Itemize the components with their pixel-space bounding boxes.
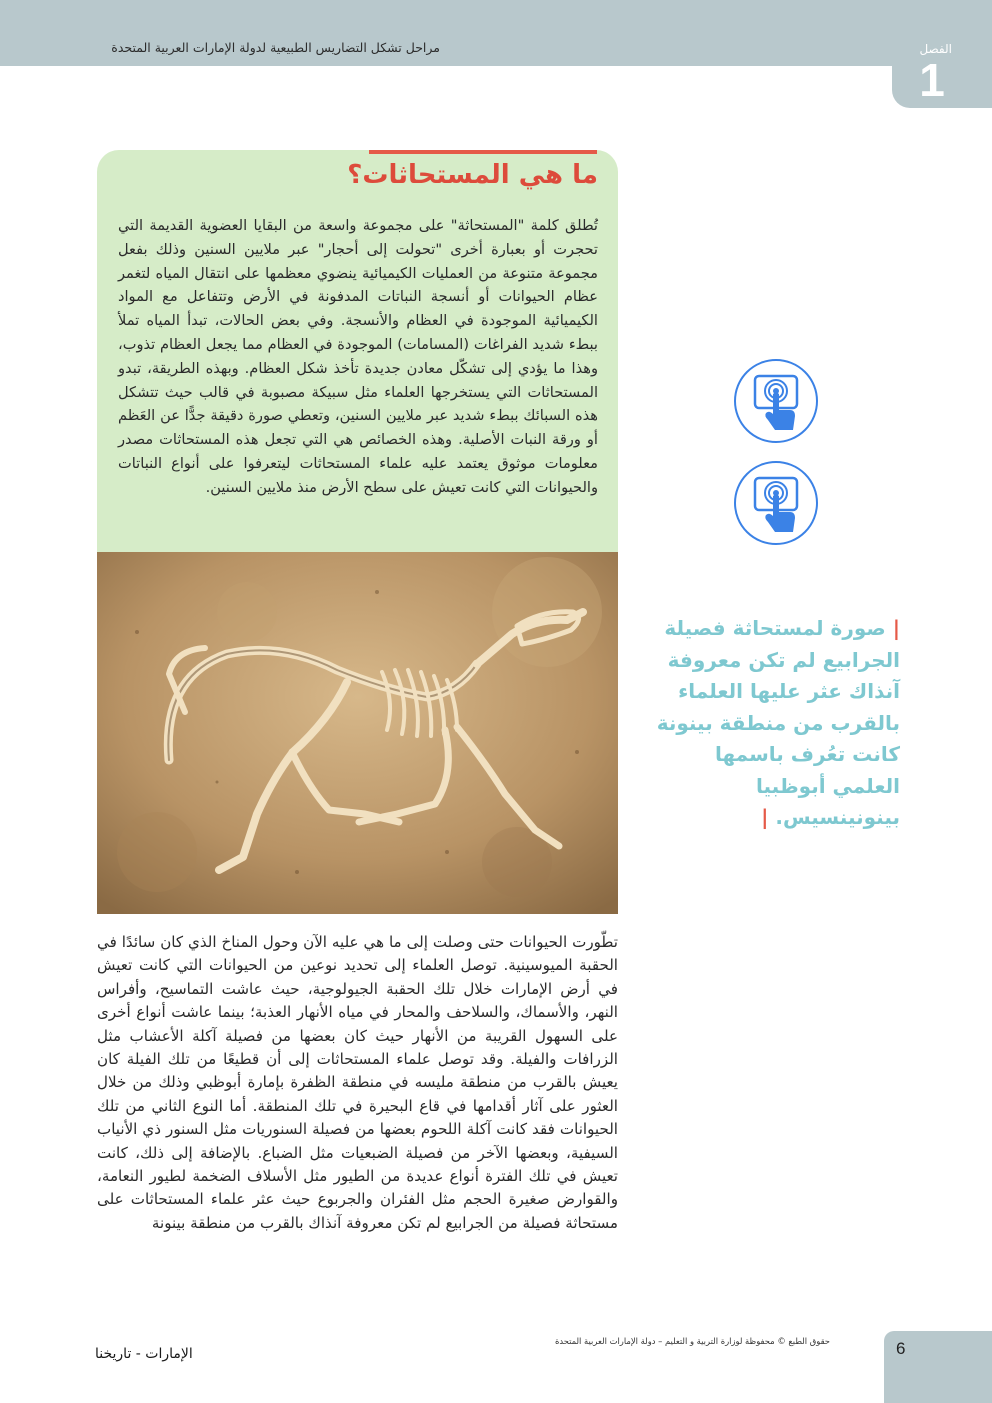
fossil-image <box>97 552 618 914</box>
box-paragraph: تُطلق كلمة "المستحاثة" على مجموعة واسعة من البقايا العضوية القديمة التي تحجرت أو بعبارة أخرى "تحولت إلى أحجار" عبر ملايين السنين وذلك بفعل مجموعة متنوعة من العمليات الكيميائية ينضوي معظمها على انتقال المياه لتغمر عظام الحيوانات أو أنسجة النباتات المدفونة في الأرض وتتفاعل مع المواد الكيميائية الموجودة في العظام والأنسجة. وفي بعض الحالات، تبدأ المياه تملأ ببطء شديد الفراغات (المسامات) الموجودة في العظام مما يجعل العظام تذوب، وهذا ما يؤدي إلى تشكّل معادن جديدة تأخذ شكل العظام. وبهذه الطريقة، تبدو المستحاثات التي يستخرجها العلماء مثل سبيكة مصبوبة في قالب حيث تتشكل هذه السبائك ببطء شديد عبر ملايين السنين، وتعطي صورة دقيقة جدًّا عن العَظم أو ورقة النبات الأصلية. وهذه الخصائص هي التي تجعل هذه المستحاثات مصدر معلومات موثوق يعتمد عليه علماء المستحاثات ليتعرفوا على أنواع النباتات والحيوانات التي كانت تعيش على سطح الأرض منذ ملايين السنين. <box>118 217 598 496</box>
header-title: مراحل تشكل التضاريس الطبيعية لدولة الإمارات العربية المتحدة <box>111 40 440 55</box>
page-number: 6 <box>896 1339 906 1358</box>
header-bar <box>0 0 992 66</box>
image-caption <box>650 613 900 834</box>
touch-interactive-icon[interactable] <box>733 358 819 444</box>
body-paragraph: تطّورت الحيوانات حتى وصلت إلى ما هي عليه الآن وحول المناخ الذي كان سائدًا في الحقبة الميوسينية. توصل العلماء إلى تحديد نوعين من الحيوانات التي كانت تعيش في أرض الإمارات خلال تلك الحقبة الجيولوجية، حيث عاشت التماسيح، وأفراس النهر، والأسماك، والسلاحف والمحار في مياه الأنهار العذبة؛ بينما عاشت أنواع أخرى على السهول القريبة من الأنهار حيث كان بعضها من فصيلة آكلة الأعشاب مثل الزرافات والفيلة. وقد توصل علماء المستحاثات إلى أن قطيعًا من تلك الفيلة كان يعيش بالقرب من منطقة مليسه في منطقة الظفرة بإمارة أبوظبي وذلك من خلال العثور على آثار أقدامها في قاع البحيرة في تلك المنطقة. أما النوع الثاني من تلك الحيوانات فقد كانت آكلة اللحوم بعضها من فصيلة السنوريات مثل السنور ذي الأنياب السيفية، وبعضها الآخر من فصيلة الضبعيات مثل الضباع. بالإضافة إلى ذلك، كانت تعيش في تلك الفترة أنواع عديدة من الطيور مثل الأسلاف الضخمة لطيور النعامة، والقوارض صغيرة الحجم مثل الفئران والجربوع حيث عثر علماء المستحاثات على مستحاثة فصيلة من الجرابيع لم تكن معروفة آنذاك بالقرب من منطقة بينونة <box>97 933 618 1232</box>
caption-mark-end: | <box>761 805 769 829</box>
caption-mark-start: | <box>892 616 900 640</box>
footer-book-title: الإمارات - تاريخنا <box>95 1346 193 1362</box>
chapter-number: 1 <box>919 54 945 106</box>
touch-interactive-icon[interactable] <box>733 460 819 546</box>
caption-text: صورة لمستحاثة فصيلة الجرابيع لم تكن معروفة آنذاك عثر عليها العلماء بالقرب من منطقة بينونة كانت تعُرف باسمها العلمي أبوظبيا بينونينسيس. <box>656 616 900 829</box>
title-accent-bar <box>369 150 597 154</box>
footer-copyright: حقوق الطبع © محفوظة لوزارة التربية و التعليم – دولة الإمارات العربية المتحدة <box>554 1336 830 1346</box>
chapter-label: الفصل <box>919 42 952 56</box>
box-title: ما هي المستحاثات؟ <box>347 160 598 190</box>
